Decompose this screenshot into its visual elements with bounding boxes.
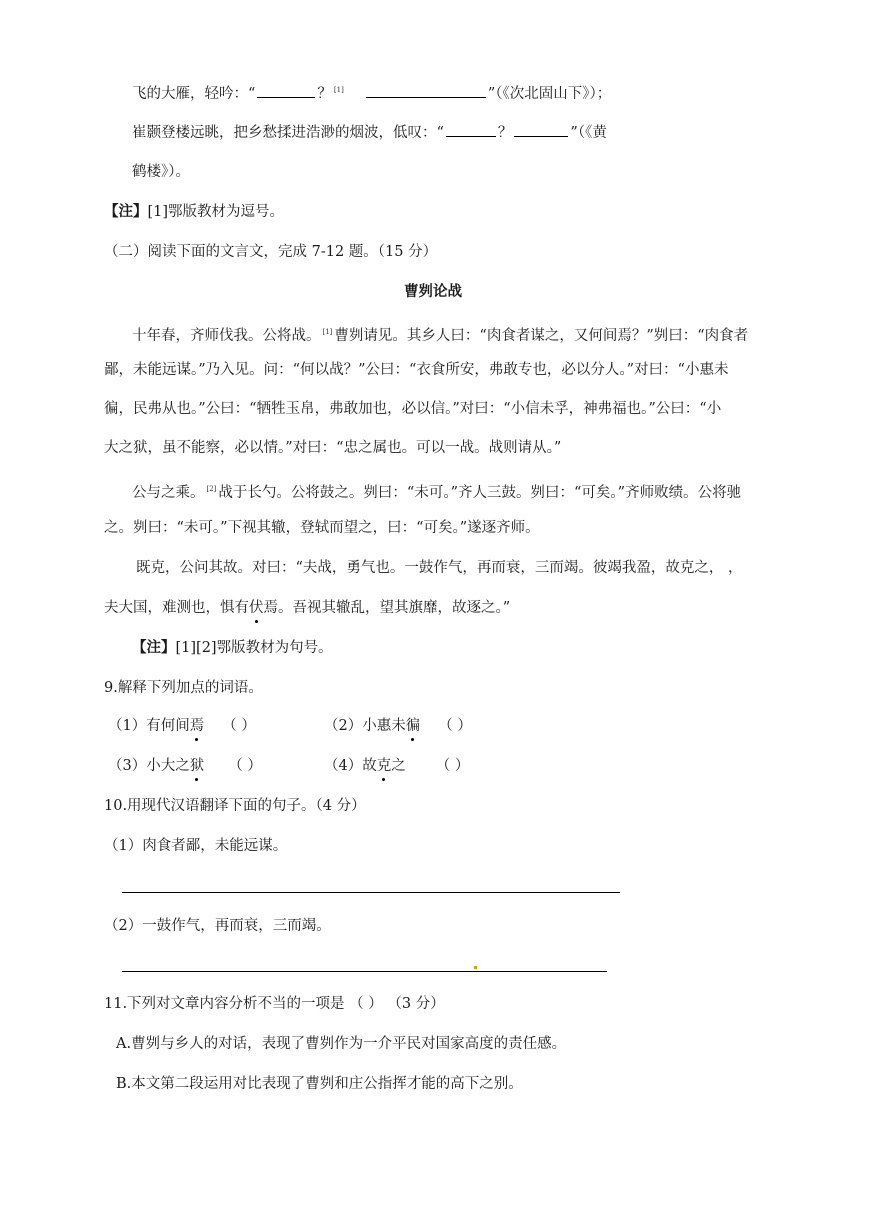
section-heading: （二）阅读下面的文言文，完成 7-12 题。（15 分） <box>104 244 438 260</box>
article-p3-line1: 既克，公问其故。对曰：“夫战，勇气也。一鼓作气，再而衰，三而竭。彼竭我盈，故克之， ， <box>136 560 743 576</box>
q10-sentence-2: （2）一鼓作气，再而衰，三而竭。 <box>104 918 331 934</box>
q11-option-a[interactable]: A.曹刿与乡人的对话，表现了曹刿作为一介平民对国家高度的责任感。 <box>116 1036 567 1052</box>
answer-blank[interactable] <box>514 122 568 137</box>
footnote-marker: [1] <box>333 86 344 94</box>
answer-blank[interactable] <box>257 83 315 98</box>
poem-line-2-cont: 鹤楼》）。 <box>132 164 190 180</box>
note-1: 【注】[1]鄂版教材为逗号。 <box>104 203 285 220</box>
q9-item-3: （3）小大之狱 （ ） <box>108 758 262 774</box>
answer-paren[interactable]: （ ） <box>435 758 470 774</box>
q11-stem: 11.下列对文章内容分析不当的一项是 （ ） （3 分） <box>104 996 445 1012</box>
poem-line-1: 飞的大雁，轻吟：“ ？ [1] ”（《次北固山下》）； <box>132 80 611 104</box>
article-title: 曹刿论战 <box>404 284 462 300</box>
footnote-marker: [2] <box>206 485 217 493</box>
answer-paren[interactable]: （ ） <box>228 758 262 774</box>
article-p1-line4: 大之狱，虽不能察，必以情。”对曰：“忠之属也。可以一战。战则请从。” <box>104 440 562 456</box>
answer-paren[interactable]: （ ） <box>222 718 256 734</box>
answer-line[interactable] <box>122 892 620 893</box>
article-p3-line2: 夫大国，难测也，惧有伏焉。吾视其辙乱，望其旗靡，故逐之。” <box>104 600 511 616</box>
answer-blank[interactable] <box>366 83 486 98</box>
article-p1-line1: 十年春，齐师伐我。公将战。 [1] 曹刿请见。其乡人曰：“肉食者谋之，又何间焉？”刿曰：“肉食者 <box>132 327 749 344</box>
article-p2-line1: 公与之乘。 [2] 战于长勺。公将鼓之。刿曰：“未可。”齐人三鼓。刿曰：“可矣。”齐师败绩。公将驰 <box>132 484 742 501</box>
q9-item-4: （4）故克之 （ ） <box>324 758 470 774</box>
footnote-marker: [1] <box>322 328 333 336</box>
answer-paren[interactable]: （ ） <box>438 718 472 734</box>
answer-blank[interactable] <box>446 122 496 137</box>
q11-option-b[interactable]: B.本文第二段运用对比表现了曹刿和庄公指挥才能的高下之别。 <box>116 1076 523 1092</box>
article-p1-line2: 鄙，未能远谋。”乃入见。问：“何以战？”公曰：“衣食所安，弗敢专也，必以分人。”对曰：“小惠未 <box>104 362 729 378</box>
q9-item-2: （2）小惠未徧 （ ） <box>324 718 472 734</box>
q9-stem: 9.解释下列加点的词语。 <box>104 680 263 696</box>
q10-stem: 10.用现代汉语翻译下面的句子。（4 分） <box>104 798 366 814</box>
ink-speck <box>474 966 477 969</box>
q9-item-1: （1）有何间焉 （ ） <box>108 718 256 734</box>
article-p2-line2: 之。刿曰：“未可。”下视其辙，登轼而望之，曰：“可矣。”遂逐齐师。 <box>104 520 540 536</box>
dotted-char: 伏 <box>249 600 264 616</box>
article-note: 【注】[1][2]鄂版教材为句号。 <box>132 639 333 656</box>
q10-sentence-1: （1）肉食者鄙，未能远谋。 <box>104 838 288 854</box>
poem-line-2: 崔颢登楼远眺，把乡愁揉进浩渺的烟波，低叹：“ ？ ”（《黄 <box>132 122 607 143</box>
answer-line[interactable] <box>122 971 607 972</box>
article-p1-line3: 徧，民弗从也。”公曰：“牺牲玉帛，弗敢加也，必以信。”对曰：“小信未孚，神弗福也。”公曰：“小 <box>104 401 722 417</box>
